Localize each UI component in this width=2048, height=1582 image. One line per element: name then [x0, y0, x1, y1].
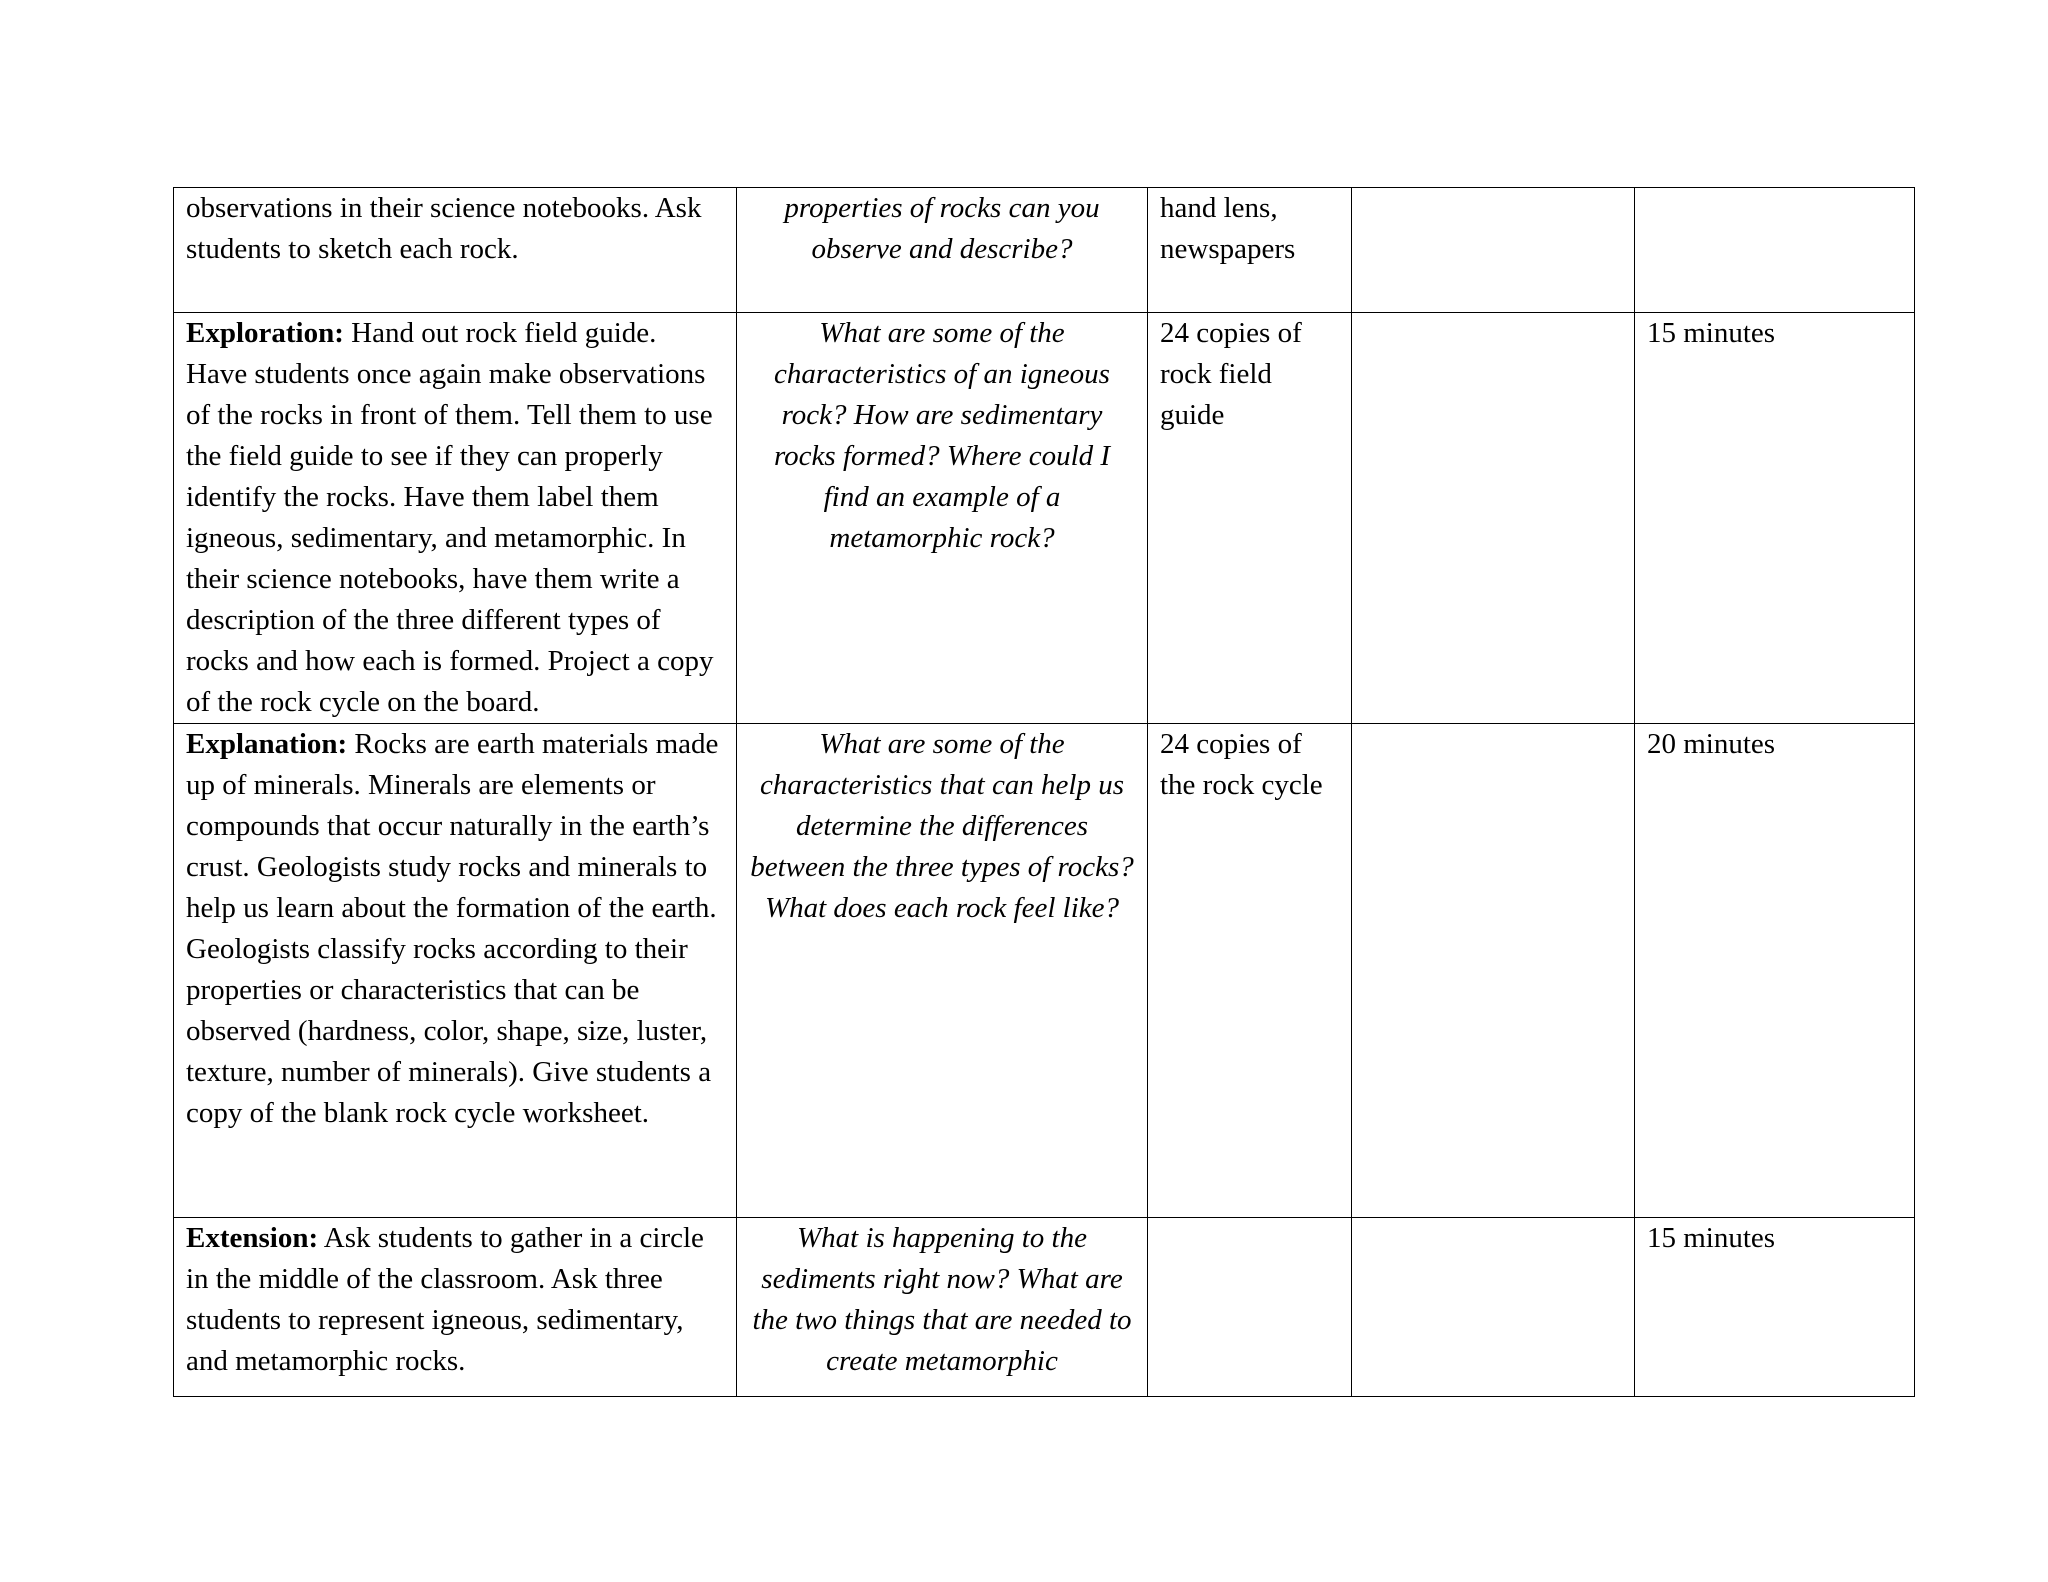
time-cell — [1635, 188, 1915, 313]
procedure-text: Hand out rock field guide. Have students once again make observations of the rocks in front of them. Tell them to use the field guide to see if they can properly identify the rocks. Have them label them igneous, sedimentary, and metamorphic. In their science notebooks, have them write a description of the three different types of rocks and how each is formed. Project a copy of the rock cycle on the board. — [186, 317, 714, 718]
materials-cell — [1148, 1218, 1352, 1397]
procedure-cell — [174, 188, 737, 313]
procedure-text: Rocks are earth materials made up of minerals. Minerals are elements or compounds that occur naturally in the earth’s crust. Geologists study rocks and minerals to help us learn about the formation of the earth. Geologists classify rocks according to their properties or characteristics that can be observed (hardness, color, shape, size, luster, texture, number of minerals). Give students a copy of the blank rock cycle worksheet. — [186, 728, 719, 1129]
time-cell: 20 minutes — [1635, 724, 1915, 1218]
materials-cell: 24 copies of the rock cycle — [1148, 724, 1352, 1218]
question-cell: What is happening to the sediments right now? What are the two things that are needed to create metamorphic — [737, 1218, 1148, 1397]
notes-cell — [1352, 313, 1635, 724]
procedure-text: Ask students to gather in a circle in the middle of the classroom. Ask three students to represent igneous, sedimentary, and metamorphic rocks. — [186, 1222, 704, 1377]
question-cell: properties of rocks can you observe and describe? — [737, 188, 1148, 313]
stage-label: Extension: — [186, 1222, 319, 1254]
time-cell: 15 minutes — [1635, 1218, 1915, 1397]
materials-cell: 24 copies of rock field guide — [1148, 313, 1352, 724]
procedure-text: observations in their science notebooks. Ask students to sketch each rock. — [186, 192, 702, 265]
table-row — [174, 188, 1915, 313]
table-row — [174, 1218, 1915, 1397]
procedure-cell — [174, 313, 737, 724]
notes-cell — [1352, 188, 1635, 313]
notes-cell — [1352, 1218, 1635, 1397]
question-cell: What are some of the characteristics that can help us determine the differences between the three types of rocks? What does each rock feel like? — [737, 724, 1148, 1218]
notes-cell — [1352, 724, 1635, 1218]
stage-label: Explanation: — [186, 728, 348, 760]
lesson-plan-table — [173, 187, 1915, 1397]
table-row — [174, 313, 1915, 724]
question-cell: What are some of the characteristics of an igneous rock? How are sedimentary rocks formed? Where could I find an example of a metamorphic rock? — [737, 313, 1148, 724]
procedure-cell — [174, 724, 737, 1218]
stage-label: Exploration: — [186, 317, 344, 349]
procedure-cell — [174, 1218, 737, 1397]
table-row — [174, 724, 1915, 1218]
materials-cell: hand lens, newspapers — [1148, 188, 1352, 313]
time-cell: 15 minutes — [1635, 313, 1915, 724]
